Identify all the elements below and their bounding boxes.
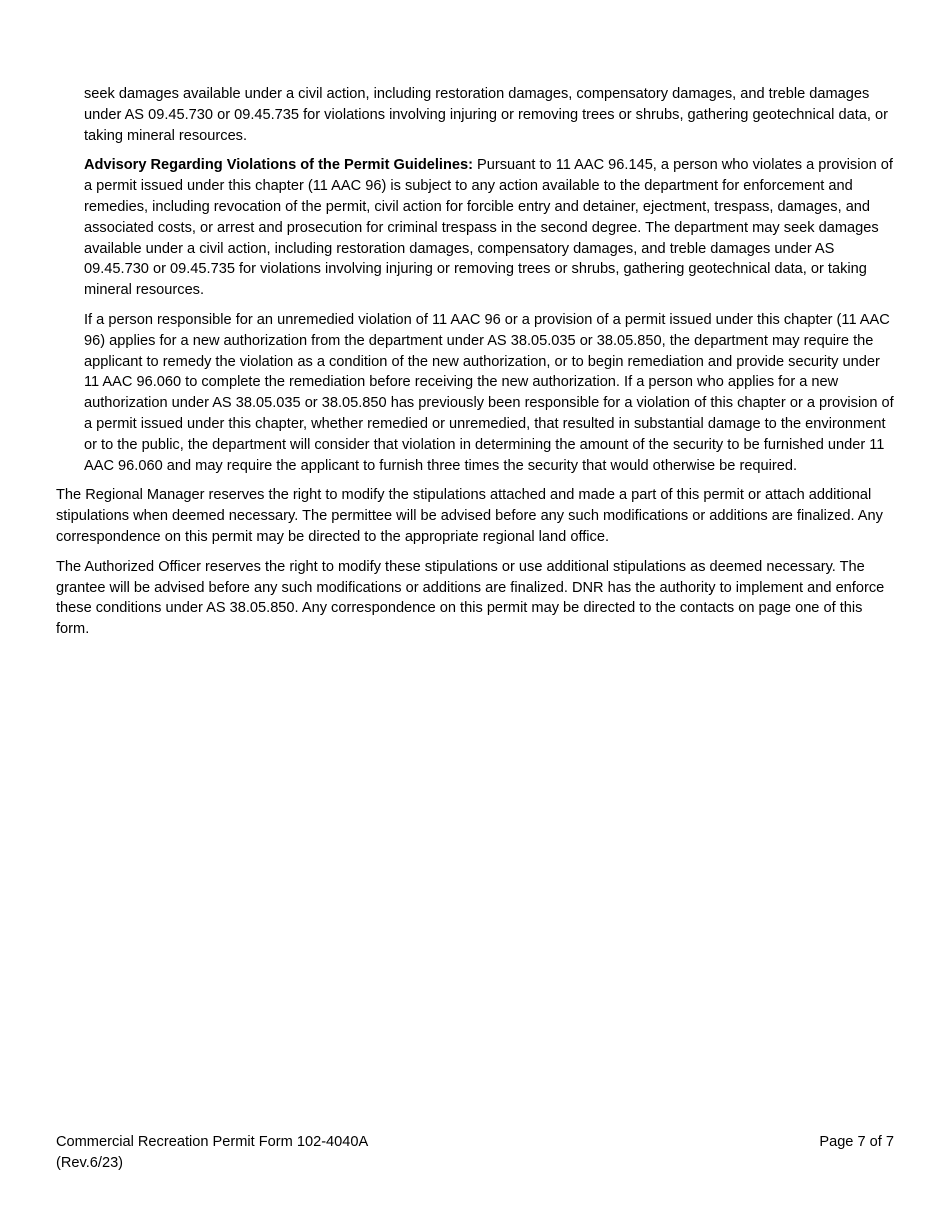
paragraph-continued-damages: seek damages available under a civil action, including restoration damages, compensatory damages, and treble damages under AS 09.45.730 or 09.45.735 for violations involving injuring or removing trees or shrubs, gathering geotechnical data, or taking mineral resources. (84, 86, 888, 144)
document-body (56, 84, 896, 649)
paragraph-advisory (84, 155, 896, 301)
paragraph-authorized-officer: The Authorized Officer reserves the right to modify these stipulations or use additional stipulations as deemed necessary. The grantee will be advised before any such modifications or additions are finalized. DNR has the authority to implement and enforce these conditions under AS 38.05.850. Any correspondence on this permit may be directed to the contacts on page one of this form. (56, 558, 885, 638)
advisory-text: Pursuant to 11 AAC 96.145, a person who violates a provision of a permit issued under this chapter (11 AAC 96) is subject to any action available to the department for enforcement and remedies, including revocation of the permit, civil action for forcible entry and detainer, ejectment, trespass, damages, and associated costs, or arrest and prosecution for criminal trespass in the second degree. The department may seek damages available under a civil action, including restoration damages, compensatory damages, and treble damages under AS 09.45.730 or 09.45.735 for violations involving injuring or removing trees or shrubs, gathering geotechnical data, or taking mineral resources. (84, 157, 893, 299)
paragraph-regional-manager: The Regional Manager reserves the right to modify the stipulations attached and made a part of this permit or attach additional stipulations when deemed necessary. The permittee will be advised before any such modifications or additions are finalized. Any correspondence on this permit may be directed to the appropriate regional land office. (56, 487, 883, 545)
footer-revision: (Rev.6/23) (56, 1155, 124, 1171)
advisory-heading: Advisory Regarding Violations of the Permit Guidelines: (84, 157, 473, 174)
paragraph-unremedied-violation: If a person responsible for an unremedied violation of 11 AAC 96 or a provision of a permit issued under this chapter (11 AAC 96) applies for a new authorization from the department under AS 38.05.035 or 38.05.850, the department may require the applicant to remedy the violation as a condition of the new authorization, or to begin remediation and provide security under 11 AAC 96.060 to complete the remediation before receiving the new authorization. If a person who applies for a new authorization under AS 38.05.035 or 38.05.850 has previously been responsible for a violation of this chapter or a provision of a permit issued under this chapter, whether remedied or unremedied, that resulted in substantial damage to the environment or to the public, the department will consider that violation in determining the amount of the security to be furnished under 11 AAC 96.060 and may require the applicant to furnish three times the security that would otherwise be required. (84, 311, 894, 474)
footer-form-info (56, 1132, 368, 1174)
footer-page-number: Page 7 of 7 (819, 1134, 894, 1150)
footer-form-name: Commercial Recreation Permit Form 102-4040A (56, 1134, 369, 1150)
